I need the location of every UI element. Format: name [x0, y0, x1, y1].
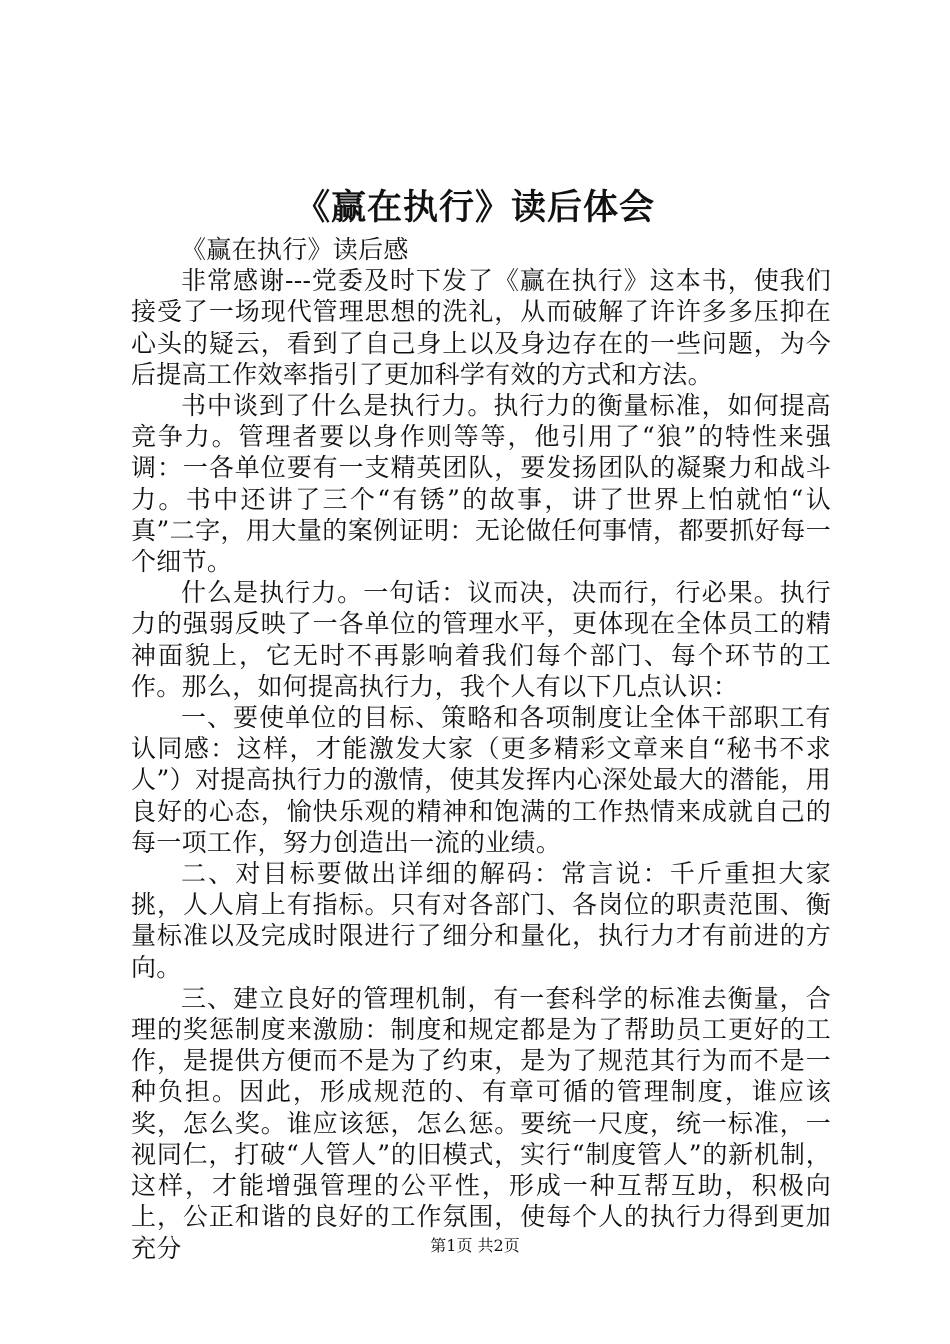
paragraph-intro: 非常感谢---党委及时下发了《赢在执行》这本书，使我们接受了一场现代管理思想的洗礼，从而破解了许许多多压抑在心头的疑云，看到了自己身上以及身边存在的一些问题，为今后提高工作效率指引了更加科学有效的方式和方法。: [131, 266, 831, 389]
document-title: 《赢在执行》读后体会: [294, 187, 655, 228]
paragraph-point-one: 一、要使单位的目标、策略和各项制度让全体干部职工有认同感：这样，才能激发大家（更多精彩文章来自“秘书不求人”）对提高执行力的激情，使其发挥内心深处最大的潜能，用良好的心态，愉快乐观的精神和饱满的工作热情来成就自己的每一项工作，努力创造出一流的业绩。: [131, 703, 831, 857]
paragraph-definition: 什么是执行力。一句话：议而决，决而行，行必果。执行力的强弱反映了一各单位的管理水平，更体现在全体员工的精神面貌上，它无时不再影响着我们每个部门、每个环节的工作。那么，如何提高执行力，我个人有以下几点认识：: [131, 578, 831, 701]
document-body: [131, 234, 831, 1264]
paragraph-book-summary: 书中谈到了什么是执行力。执行力的衡量标准，如何提高竞争力。管理者要以身作则等等，他引用了“狼”的特性来强调：一各单位要有一支精英团队，要发扬团队的凝聚力和战斗力。书中还讲了三个“有锈”的故事，讲了世界上怕就怕“认真”二字，用大量的案例证明：无论做任何事情，都要抓好每一个细节。: [131, 391, 831, 577]
paragraph-subtitle: 《赢在执行》读后感: [181, 235, 409, 264]
page-total: 共2页: [477, 1236, 520, 1255]
page-number: 第1页: [430, 1236, 473, 1255]
paragraph-point-three: 三、建立良好的管理机制，有一套科学的标准去衡量，合理的奖惩制度来激励：制度和规定都是为了帮助员工更好的工作，是提供方便而不是为了约束，是为了规范其行为而不是一种负担。因此，形成规范的、有章可循的管理制度，谁应该奖，怎么奖。谁应该惩，怎么惩。要统一尺度，统一标准，一视同仁，打破“人管人”的旧模式，实行“制度管人”的新机制，这样，才能增强管理的公平性，形成一种互帮互助，积极向上，公正和谐的良好的工作氛围，使每个人的执行力得到更加充分: [131, 983, 831, 1263]
page-footer: [0, 1236, 950, 1256]
paragraph-point-two: 二、对目标要做出详细的解码：常言说：千斤重担大家挑，人人肩上有指标。只有对各部门、各岗位的职责范围、衡量标准以及完成时限进行了细分和量化，执行力才有前进的方向。: [131, 859, 831, 982]
